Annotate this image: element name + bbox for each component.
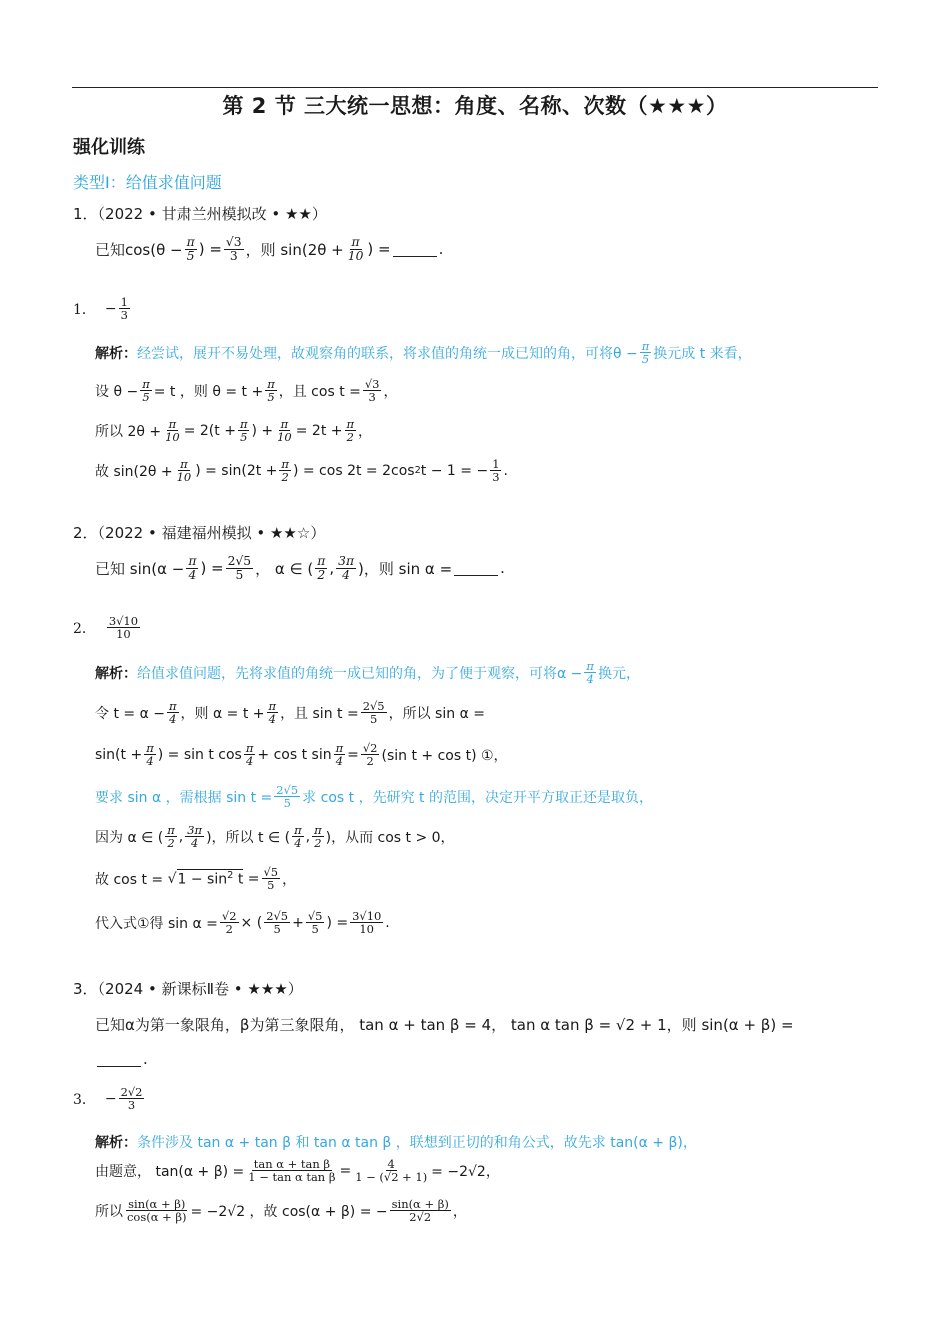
answer-blank xyxy=(97,1051,141,1067)
analysis-3-line-2: 所以 $\frac{\sin(\alpha + \beta)}{\cos(\alpha + \beta)}$ = −2√2 ，故 cos(α + β) = − $\frac{\sin(\alpha + \beta)}{2√2}$ ， xyxy=(95,1197,467,1225)
question-3-stem: 已知α为第一象限角，β为第三象限角， tan α + tan β = 4， tan α tan β = √2 + 1，则 sin(α + β) = xyxy=(95,1016,794,1034)
question-1-stem: 已知cos(θ − $\frac{\pi}{5}$ ) = $\frac{√3}{3}$ ，则 sin(2θ + $\frac{\pi}{10}$ ) = . xyxy=(95,235,444,263)
question-1-header: 1．（2022 • 甘肃兰州模拟改 • ★★） xyxy=(73,205,327,223)
analysis-2-line-2: sin(t + $\frac{\pi}{4}$ ) = sin t cos $\frac{\pi}{4}$ + cos t sin $\frac{\pi}{4}$ = $\frac{√2}{2}$ (sin t + cos t) ①， xyxy=(95,741,508,769)
question-2-header: 2．（2022 • 福建福州模拟 • ★★☆） xyxy=(73,524,326,542)
page-title: 第 2 节 三大统一思想：角度、名称、次数（★★★） xyxy=(222,94,728,118)
top-rule xyxy=(72,87,878,88)
answer-blank xyxy=(393,241,437,257)
analysis-1-line-3: 故 sin(2θ + $\frac{\pi}{10}$ ) = sin(2t + $\frac{\pi}{2}$ ) = cos 2t = 2cos 2 t − 1 = − $\frac{1}{3}$ . xyxy=(95,457,508,485)
analysis-2-line-5: 故 cos t = √ $1 - \sin^2 t$ = $\frac{√5}{5}$ ， xyxy=(95,865,297,893)
analysis-1-line-1: 设 θ − $\frac{\pi}{5}$ = t ，则 θ = t + $\frac{\pi}{5}$ ，且 cos t = $\frac{√3}{3}$ ， xyxy=(95,377,398,405)
answer-1: 1． − $\frac{1}{3}$ xyxy=(73,295,128,323)
analysis-2-line-3: 要求 sin α ，需根据 sin t = $\frac{2√5}{5}$ 求 cos t ，先研究 t 的范围，决定开平方取正还是取负， xyxy=(95,783,653,811)
question-3-header: 3．（2024 • 新课标Ⅱ卷 • ★★★） xyxy=(73,980,303,998)
answer-blank xyxy=(454,560,498,576)
analysis-3-line-1: 由题意， tan(α + β) = $\frac{\text{tan α + tan β}}{\text{1 − tan α tan β}}$ = $\frac{4}{1 - (√2 + 1)}$ = −2√2， xyxy=(95,1157,500,1185)
section-heading: 强化训练 xyxy=(73,137,145,158)
analysis-1: 解析： 经尝试，展开不易处理，故观察角的联系，将求值的角统一成已知的角，可将θ − $\frac{\pi}{5}$ 换元成 t 来看， xyxy=(95,339,752,367)
analysis-2-line-6: 代入式①得 sin α = $\frac{√2}{2}$ × ( $\frac{2√5}{5}$ + $\frac{√5}{5}$ ) = $\frac{3√10}{10}$ . xyxy=(95,909,390,937)
analysis-3: 解析： 条件涉及 tan α + tan β 和 tan α tan β ，联想到正切的和角公式，故先求 tan(α + β)， xyxy=(95,1135,697,1151)
analysis-1-line-2: 所以 2θ + $\frac{\pi}{10}$ = 2(t + $\frac{\pi}{5}$ ) + $\frac{\pi}{10}$ = 2t + $\frac{\pi}{2}$ ， xyxy=(95,417,373,445)
analysis-2: 解析： 给值求值问题，先将求值的角统一成已知的角，为了便于观察，可将α − $\frac{\pi}{4}$ 换元， xyxy=(95,659,640,687)
answer-2: 2． $\frac{3√10}{10}$ xyxy=(73,614,139,642)
question-3-stem-cont: . xyxy=(95,1050,148,1068)
type-heading: 类型Ⅰ：给值求值问题 xyxy=(73,173,222,192)
answer-3: 3． − $\frac{2√2}{3}$ xyxy=(73,1085,143,1113)
analysis-2-line-1: 令 t = α − $\frac{\pi}{4}$ ，则 α = t + $\frac{\pi}{4}$ ，且 sin t = $\frac{2√5}{5}$ ，所以 sin α = xyxy=(95,699,485,727)
analysis-2-line-4: 因为 α ∈ ( $\frac{\pi}{2}$ , $\frac{3\pi}{4}$ )，所以 t ∈ ( $\frac{\pi}{4}$ , $\frac{\pi}{2}$ )，从而 cos t > 0， xyxy=(95,823,455,851)
question-2-stem: 已知 sin(α − $\frac{\pi}{4}$ ) = $\frac{2√5}{5}$ ， α ∈ ( $\frac{\pi}{2}$ , $\frac{3\pi}{4}$ )，则 sin α = . xyxy=(95,554,505,582)
